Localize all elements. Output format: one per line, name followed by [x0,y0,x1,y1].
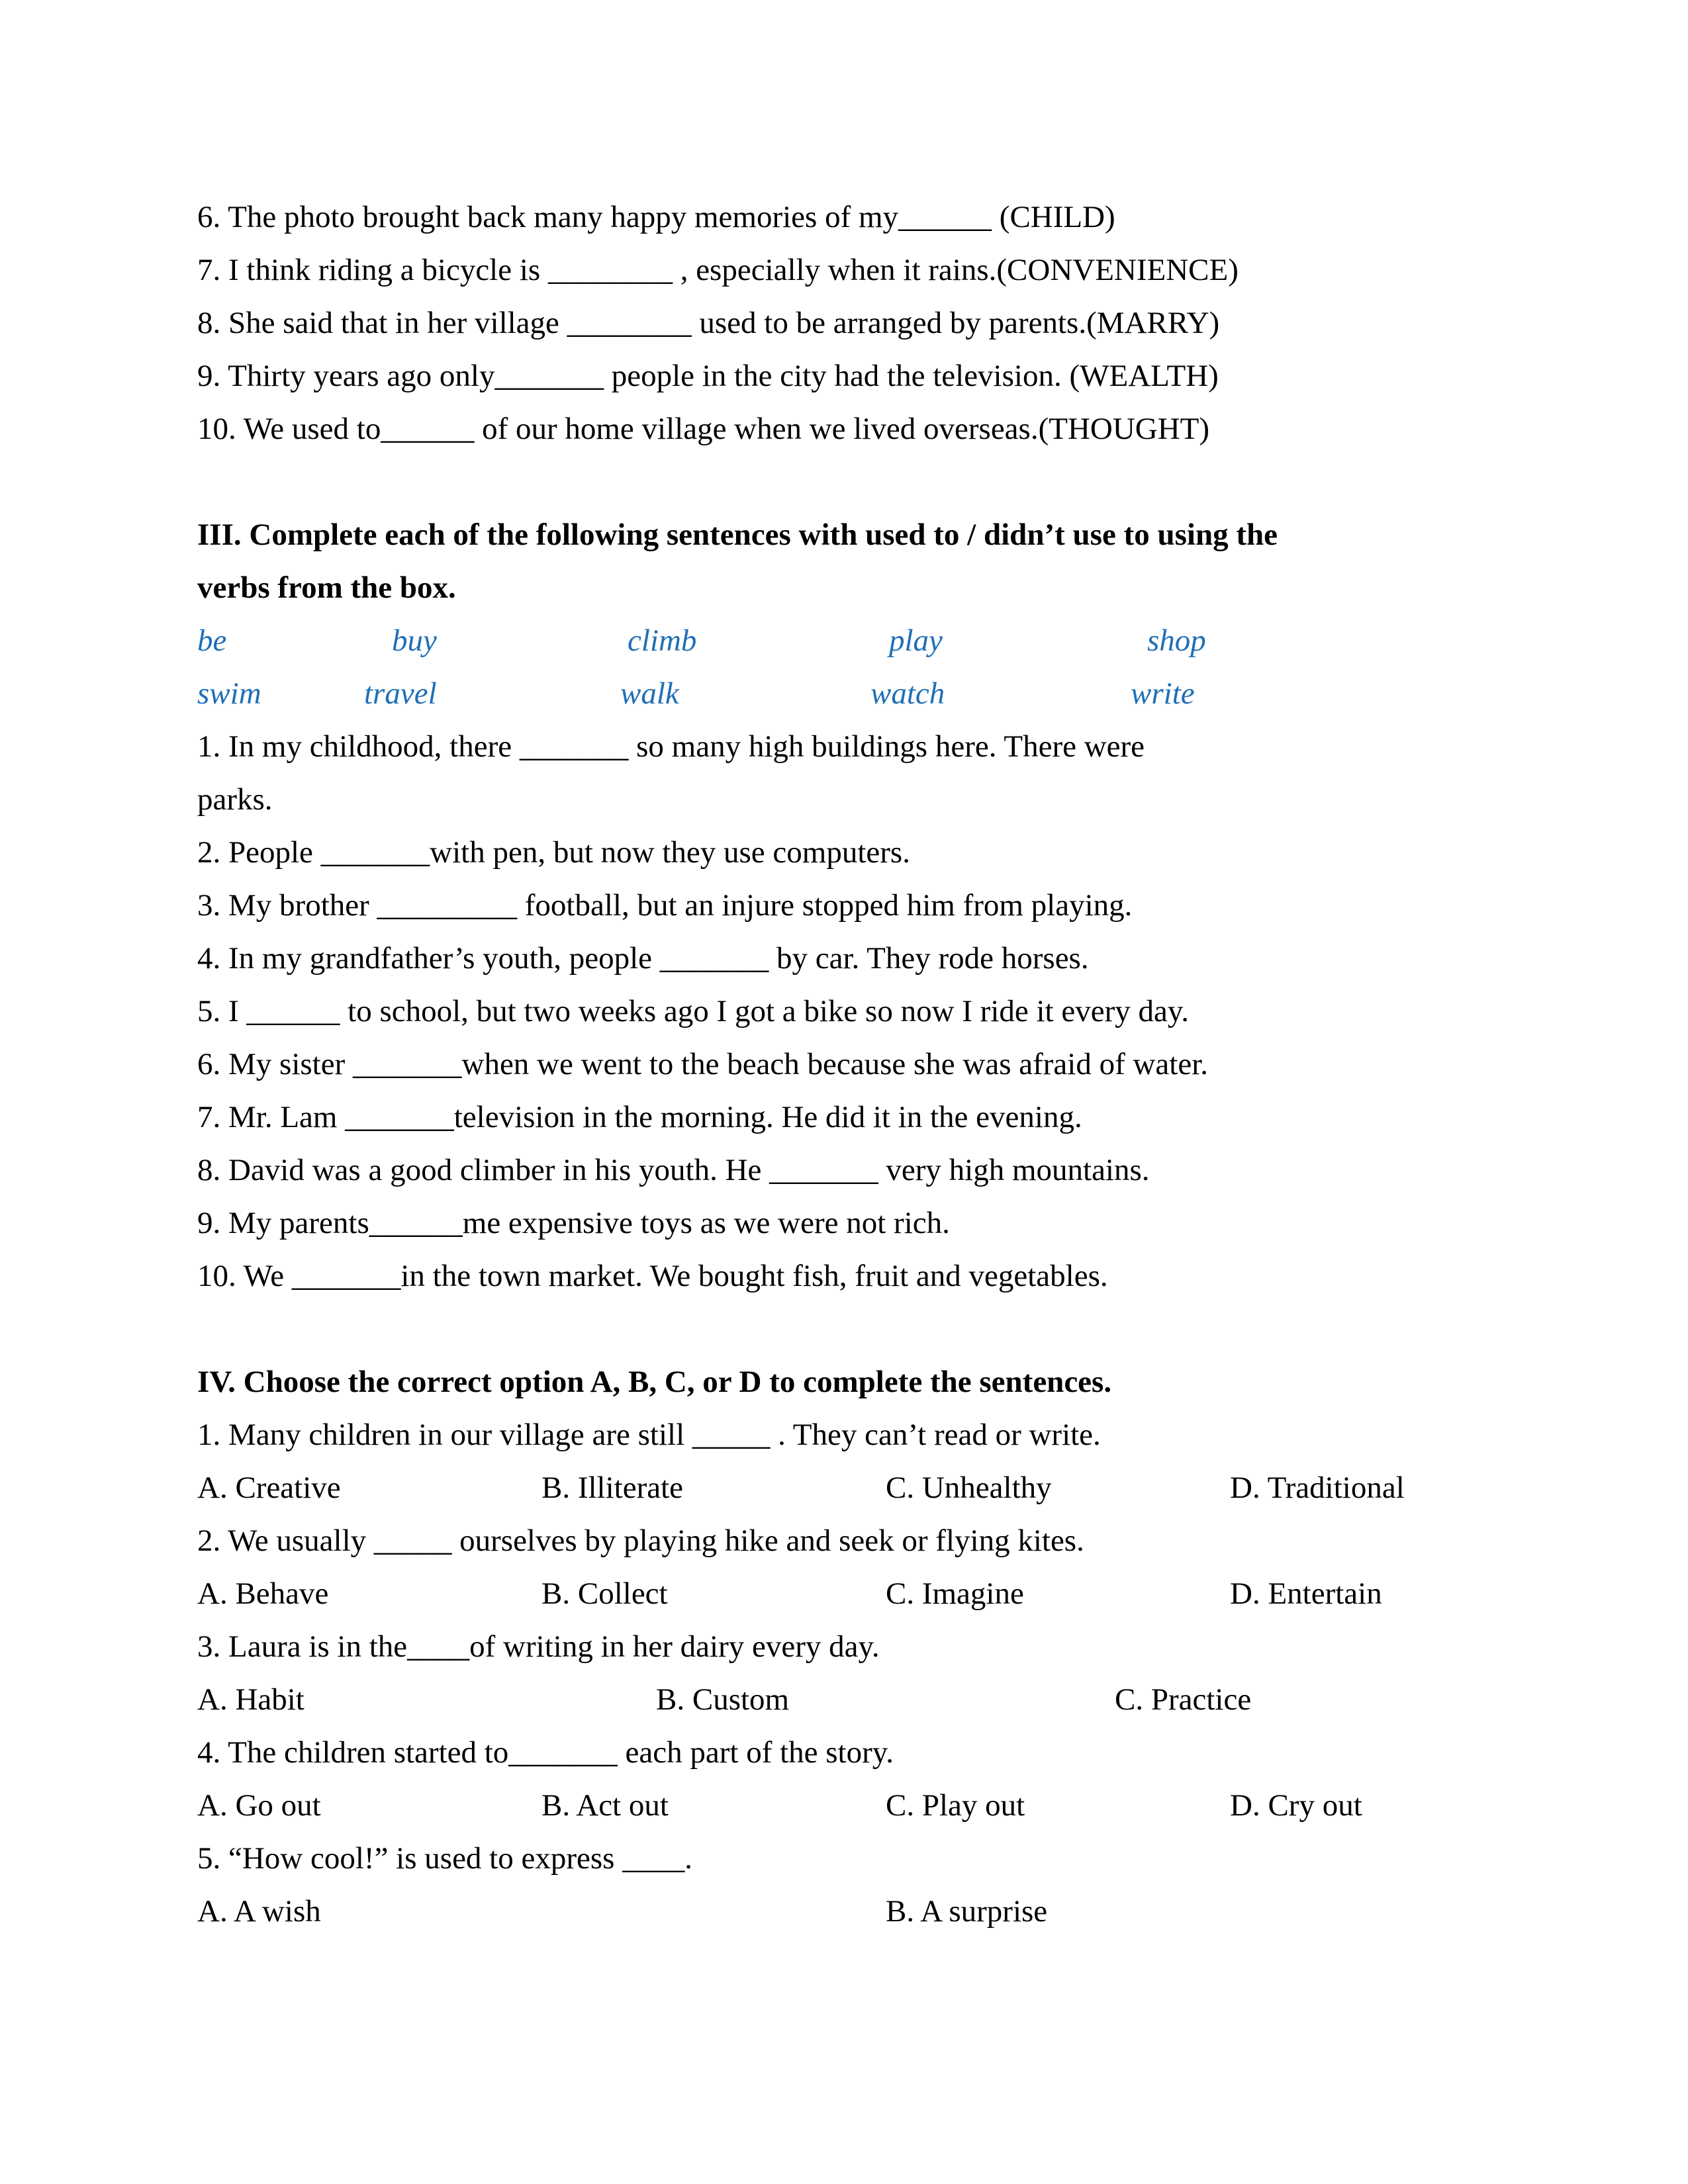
answer-option: C. Play out [886,1788,1025,1823]
exercise-item: 8. David was a good climber in his youth. He _______ very high mountains. [197,1153,1150,1187]
exercise-item: 9. Thirty years ago only_______ people in the city had the television. (WEALTH) [197,359,1219,393]
question-stem: 1. Many children in our village are still _____ . They can’t read or write. [197,1418,1101,1452]
answer-option: C. Unhealthy [886,1471,1052,1505]
section-heading: III. Complete each of the following sentences with used to / didn’t use to using the [197,518,1278,552]
exercise-item: 3. My brother _________ football, but an injure stopped him from playing. [197,888,1133,923]
answer-option: A. Go out [197,1788,321,1823]
verb-word: be [197,623,227,658]
answer-option: D. Entertain [1230,1576,1382,1611]
verb-word: watch [870,676,945,711]
verb-word: shop [1147,623,1206,658]
answer-option: C. Practice [1115,1682,1252,1717]
answer-option: A. Habit [197,1682,305,1717]
question-stem: 4. The children started to_______ each part of the story. [197,1735,894,1770]
answer-option: D. Cry out [1230,1788,1362,1823]
exercise-item: 2. People _______with pen, but now they use computers. [197,835,910,870]
exercise-item: 10. We _______in the town market. We bought fish, fruit and vegetables. [197,1259,1108,1293]
answer-option: D. Traditional [1230,1471,1405,1505]
exercise-item: 7. I think riding a bicycle is ________ , especially when it rains.(CONVENIENCE) [197,253,1239,287]
answer-option: B. Custom [656,1682,790,1717]
answer-option: B. Collect [541,1576,668,1611]
answer-option: B. Illiterate [541,1471,684,1505]
exercise-item: 8. She said that in her village ________ used to be arranged by parents.(MARRY) [197,306,1220,340]
verb-word: swim [197,676,261,711]
answer-option: A. Creative [197,1471,341,1505]
answer-option: A. Behave [197,1576,329,1611]
verb-word: write [1131,676,1195,711]
question-stem: 5. “How cool!” is used to express ____. [197,1841,692,1876]
answer-option: A. A wish [197,1894,321,1929]
verb-word: climb [628,623,697,658]
exercise-item: 7. Mr. Lam _______television in the morning. He did it in the evening. [197,1100,1082,1134]
section-heading: IV. Choose the correct option A, B, C, or D to complete the sentences. [197,1365,1112,1399]
verb-word: play [889,623,943,658]
exercise-item: 6. My sister _______when we went to the beach because she was afraid of water. [197,1047,1209,1081]
exercise-item: parks. [197,782,273,817]
verb-word: buy [392,623,437,658]
answer-option: B. Act out [541,1788,669,1823]
exercise-item: 6. The photo brought back many happy memories of my______ (CHILD) [197,200,1115,234]
question-stem: 3. Laura is in the____of writing in her dairy every day. [197,1629,880,1664]
answer-option: B. A surprise [886,1894,1048,1929]
question-stem: 2. We usually _____ ourselves by playing hike and seek or flying kites. [197,1524,1084,1558]
section-heading: verbs from the box. [197,570,456,605]
exercise-item: 9. My parents______me expensive toys as we were not rich. [197,1206,950,1240]
exercise-item: 5. I ______ to school, but two weeks ago I got a bike so now I ride it every day. [197,994,1190,1028]
exercise-item: 4. In my grandfather’s youth, people _______ by car. They rode horses. [197,941,1089,976]
verb-word: walk [620,676,679,711]
verb-word: travel [364,676,437,711]
exercise-item: 10. We used to______ of our home village when we lived overseas.(THOUGHT) [197,412,1210,446]
exercise-item: 1. In my childhood, there _______ so many high buildings here. There were [197,729,1145,764]
answer-option: C. Imagine [886,1576,1024,1611]
